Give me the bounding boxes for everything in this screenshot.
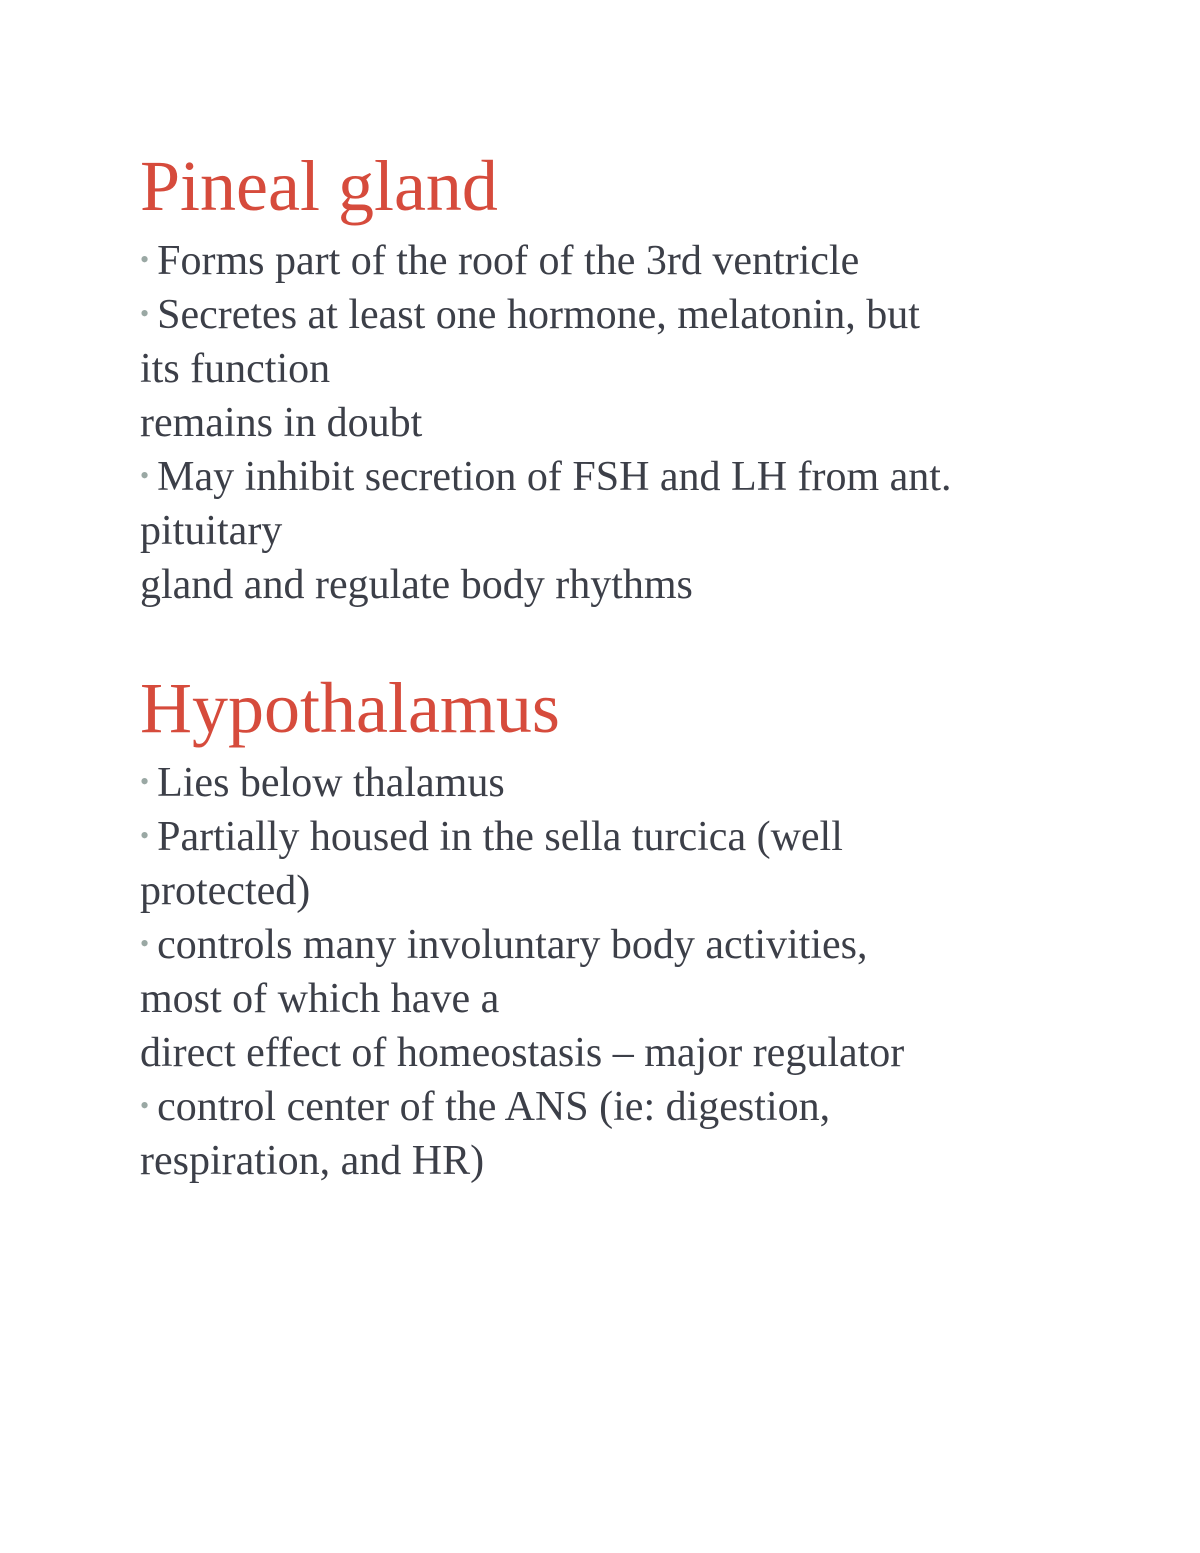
hypothalamus-line-7 xyxy=(140,1086,830,1128)
section-title-pineal-gland: Pineal gland xyxy=(140,146,498,226)
pineal-line-5 xyxy=(140,456,951,498)
pineal-line-5-text: May inhibit secretion of FSH and LH from ant. xyxy=(157,454,952,500)
hypothalamus-line-1 xyxy=(140,762,505,804)
pineal-line-1-text: Forms part of the roof of the 3rd ventricle xyxy=(157,238,860,284)
bullet-dot: • xyxy=(140,821,150,850)
section-title-hypothalamus: Hypothalamus xyxy=(140,668,560,748)
pineal-line-2-text: Secretes at least one hormone, melatonin, but xyxy=(157,292,920,338)
hypothalamus-line-1-text: Lies below thalamus xyxy=(157,760,505,806)
hypothalamus-line-4-text: controls many involuntary body activities, xyxy=(157,922,868,968)
pineal-line-4: remains in doubt xyxy=(140,400,423,446)
bullet-dot: • xyxy=(140,767,150,796)
hypothalamus-line-2 xyxy=(140,816,843,858)
hypothalamus-line-3: protected) xyxy=(140,868,311,914)
hypothalamus-line-8: respiration, and HR) xyxy=(140,1138,485,1184)
hypothalamus-line-2-text: Partially housed in the sella turcica (well xyxy=(157,814,843,860)
hypothalamus-line-4 xyxy=(140,924,867,966)
bullet-dot: • xyxy=(140,929,150,958)
hypothalamus-line-7-text: control center of the ANS (ie: digestion, xyxy=(157,1084,831,1130)
bullet-dot: • xyxy=(140,1091,150,1120)
pineal-line-2 xyxy=(140,294,920,336)
bullet-dot: • xyxy=(140,461,150,490)
pineal-line-6: pituitary xyxy=(140,508,283,554)
pineal-line-1 xyxy=(140,240,859,282)
pineal-line-3: its function xyxy=(140,346,331,392)
hypothalamus-line-5: most of which have a xyxy=(140,976,500,1022)
pineal-line-7: gland and regulate body rhythms xyxy=(140,562,693,608)
bullet-dot: • xyxy=(140,299,150,328)
hypothalamus-line-6: direct effect of homeostasis – major regulator xyxy=(140,1030,905,1076)
bullet-dot: • xyxy=(140,245,150,274)
